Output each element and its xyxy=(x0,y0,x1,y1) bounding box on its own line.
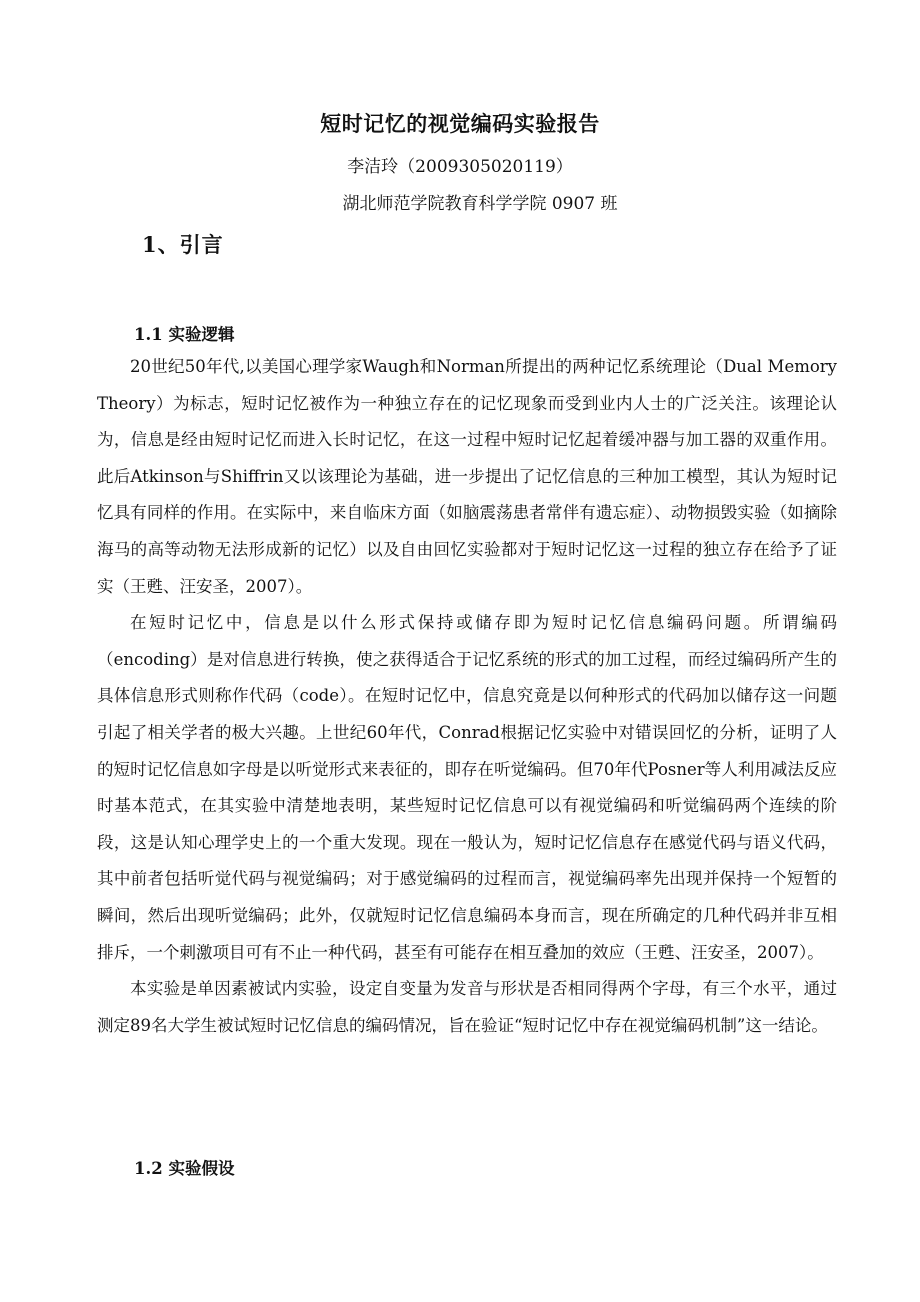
paragraph-2: 在短时记忆中，信息是以什么形式保持或储存即为短时记忆信息编码问题。所谓编码（encoding）是对信息进行转换，使之获得适合于记忆系统的形式的加工过程，而经过编码所产生的具体信息形式则称作代码（code）。在短时记忆中，信息究竟是以何种形式的代码加以储存这一问题引起了相关学者的极大兴趣。上世纪60年代，Conrad根据记忆实验中对错误回忆的分析，证明了人的短时记忆信息如字母是以听觉形式来表征的，即存在听觉编码。但70年代Posner等人利用减法反应时基本范式，在其实验中清楚地表明，某些短时记忆信息可以有视觉编码和听觉编码两个连续的阶段，这是认知心理学史上的一个重大发现。现在一般认为，短时记忆信息存在感觉代码与语义代码，其中前者包括听觉代码与视觉编码；对于感觉编码的过程而言，视觉编码率先出现并保持一个短暂的瞬间，然后出现听觉编码；此外，仅就短时记忆信息编码本身而言，现在所确定的几种代码并非互相排斥，一个刺激项目可有不止一种代码，甚至有可能存在相互叠加的效应（王甦、汪安圣，2007）。 xyxy=(97,613,837,962)
document-title: 短时记忆的视觉编码实验报告 xyxy=(320,111,600,136)
paragraph-1: 20世纪50年代,以美国心理学家Waugh和Norman所提出的两种记忆系统理论（Dual Memory Theory）为标志，短时记忆被作为一种独立存在的记忆现象而受到业内人士的广泛关注。该理论认为，信息是经由短时记忆而进入长时记忆，在这一过程中短时记忆起着缓冲器与加工器的双重作用。此后Atkinson与Shiffrin又以该理论为基础，进一步提出了记忆信息的三种加工模型，其认为短时记忆具有同样的作用。在实际中，来自临床方面（如脑震荡患者常伴有遗忘症）、动物损毁实验（如摘除海马的高等动物无法形成新的记忆）以及自由回忆实验都对于短时记忆这一过程的独立存在给予了证实（王甦、汪安圣，2007）。 xyxy=(97,357,837,596)
body-text xyxy=(97,349,837,1044)
affiliation-line: 湖北师范学院教育科学学院 0907 班 xyxy=(342,194,618,214)
paragraph-3: 本实验是单因素被试内实验，设定自变量为发音与形状是否相同得两个字母，有三个水平，通过测定89名大学生被试短时记忆信息的编码情况，旨在验证“短时记忆中存在视觉编码机制”这一结论。 xyxy=(97,979,837,1035)
subsection-heading-hypothesis: 1.2 实验假设 xyxy=(134,1159,235,1178)
author-line: 李洁玲（2009305020119） xyxy=(347,157,573,177)
subsection-heading-logic: 1.1 实验逻辑 xyxy=(134,325,235,344)
section-heading-introduction: 1、引言 xyxy=(142,232,224,257)
